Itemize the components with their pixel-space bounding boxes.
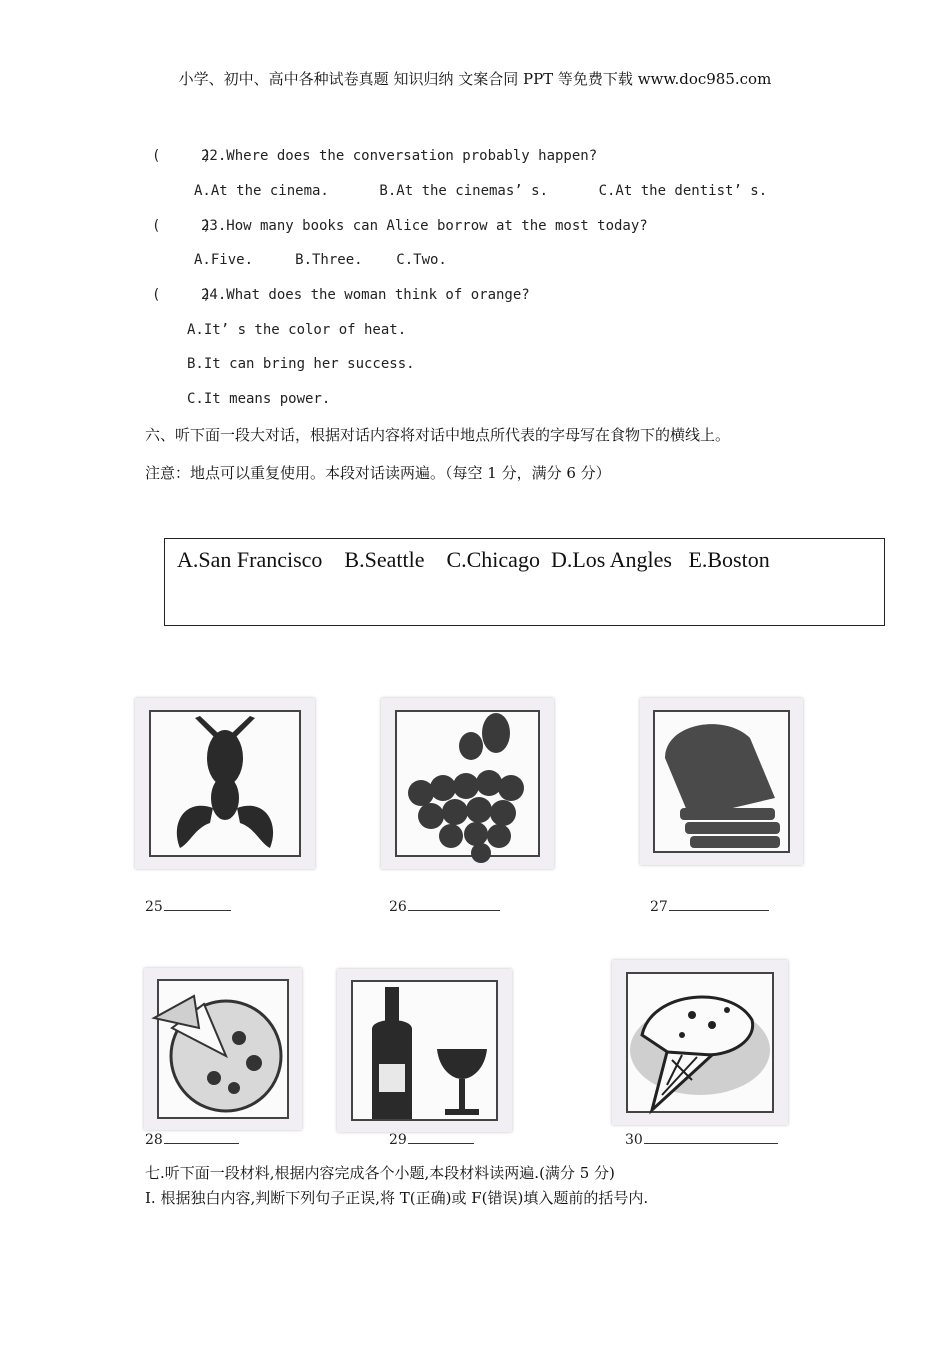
bread-picture	[640, 698, 803, 865]
q24-answer-paren[interactable]: ( )	[152, 287, 212, 303]
blank-number: 29	[389, 1132, 407, 1148]
blank-number: 26	[389, 899, 407, 915]
blank-number: 25	[145, 899, 163, 915]
wine-icon	[337, 969, 512, 1132]
ice-cream-icon	[612, 960, 788, 1125]
q22-options: A.At the cinema. B.At the cinemas’ s. C.At the dentist’ s.	[194, 183, 768, 199]
q24-option-b: B.It can bring her success.	[187, 356, 415, 372]
lobster-picture	[135, 698, 315, 869]
answer-blank-27[interactable]	[650, 896, 769, 915]
wine-picture	[337, 969, 512, 1132]
blank-number: 28	[145, 1132, 163, 1148]
q23-answer-paren[interactable]: ( )	[152, 218, 212, 234]
places-list: A.San Francisco B.Seattle C.Chicago D.Los Angles E.Boston	[177, 547, 770, 572]
answer-blank-29[interactable]	[389, 1129, 474, 1148]
section6-note: 注意：地点可以重复使用。本段对话读两遍。（每空 1 分，满分 6 分）	[145, 464, 611, 482]
section7-instruction: 七.听下面一段材料,根据内容完成各个小题,本段材料读两遍.(满分 5 分)	[145, 1164, 615, 1182]
grapes-picture	[381, 698, 554, 869]
pizza-icon	[144, 968, 302, 1130]
q24-stem: 24.What does the woman think of orange?	[201, 287, 530, 303]
blank-number: 27	[650, 899, 668, 915]
q22-stem: 22.Where does the conversation probably happen?	[201, 148, 598, 164]
answer-blank-25[interactable]	[145, 896, 231, 915]
places-box	[164, 538, 885, 626]
ice-cream-picture	[612, 960, 788, 1125]
section7-part1: I. 根据独白内容,判断下列句子正误,将 T(正确)或 F(错误)填入题前的括号内.	[145, 1189, 649, 1207]
q24-option-c: C.It means power.	[187, 391, 331, 407]
section6-instruction: 六、听下面一段大对话，根据对话内容将对话中地点所代表的字母写在食物下的横线上。	[145, 426, 731, 444]
pizza-picture	[144, 968, 302, 1130]
bread-icon	[640, 698, 803, 865]
q22-answer-paren[interactable]: ( )	[152, 148, 212, 164]
answer-blank-30[interactable]	[625, 1129, 778, 1148]
q23-options: A.Five. B.Three. C.Two.	[194, 252, 447, 268]
blank-number: 30	[625, 1132, 643, 1148]
q24-option-a: A.It’ s the color of heat.	[187, 322, 407, 338]
page-header: 小学、初中、高中各种试卷真题 知识归纳 文案合同 PPT 等免费下载 www.doc985.com	[178, 70, 772, 88]
grapes-icon	[381, 698, 554, 869]
lobster-icon	[135, 698, 315, 869]
answer-blank-26[interactable]	[389, 896, 500, 915]
answer-blank-28[interactable]	[145, 1129, 239, 1148]
q23-stem: 23.How many books can Alice borrow at the most today?	[201, 218, 648, 234]
